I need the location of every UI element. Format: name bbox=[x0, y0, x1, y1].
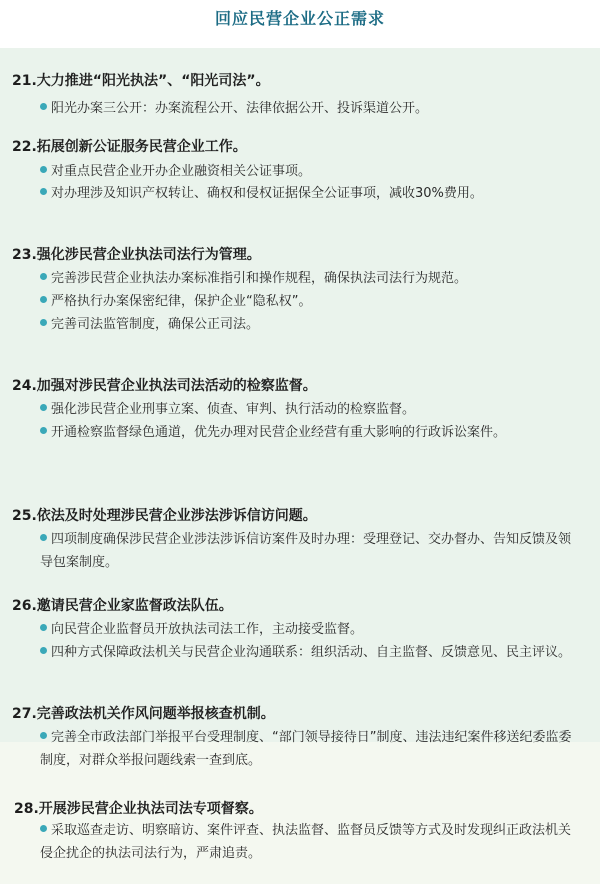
section-title: 22.拓展创新公证服务民营企业工作。 bbox=[12, 139, 247, 155]
bullet-icon bbox=[40, 624, 47, 631]
item-text: 完善司法监管制度，确保公正司法。 bbox=[51, 317, 260, 332]
item-text: 四种方式保障政法机关与民营企业沟通联系：组织活动、自主监督、反馈意见、民主评议。 bbox=[51, 645, 572, 660]
list-item bbox=[40, 398, 580, 421]
item-text: 向民营企业监督员开放执法司法工作，主动接受监督。 bbox=[51, 622, 364, 637]
bullet-icon bbox=[40, 103, 47, 110]
bullet-icon bbox=[40, 427, 47, 434]
item-text: 四项制度确保涉民营企业涉法涉诉信访案件及时办理：受理登记、交办督办、告知反馈及领导包案制度。 bbox=[40, 532, 572, 570]
bullet-icon bbox=[40, 273, 47, 280]
item-text: 完善涉民营企业执法办案标准指引和操作规程，确保执法司法行为规范。 bbox=[51, 271, 468, 286]
item-text: 严格执行办案保密纪律，保护企业“隐私权”。 bbox=[51, 294, 312, 309]
item-text: 完善全市政法部门举报平台受理制度、“部门领导接待日”制度、违法违纪案件移送纪委监委制度，对群众举报问题线索一查到底。 bbox=[40, 730, 572, 768]
list-item bbox=[40, 160, 580, 183]
bullet-icon bbox=[40, 825, 47, 832]
page-title: 回应民营企业公正需求 bbox=[214, 9, 385, 28]
section-title: 25.依法及时处理涉民营企业涉法涉诉信访问题。 bbox=[12, 508, 317, 524]
section-title: 27.完善政法机关作风问题举报核查机制。 bbox=[12, 706, 275, 722]
bullet-icon bbox=[40, 404, 47, 411]
section-title: 26.邀请民营企业家监督政法队伍。 bbox=[12, 598, 233, 614]
item-text: 强化涉民营企业刑事立案、侦查、审判、执行活动的检察监督。 bbox=[51, 402, 416, 417]
list-item bbox=[40, 182, 580, 205]
list-item bbox=[40, 421, 580, 444]
list-item bbox=[40, 528, 580, 574]
item-text: 对办理涉及知识产权转让、确权和侵权证据保全公证事项，减收30%费用。 bbox=[51, 186, 483, 201]
bullet-icon bbox=[40, 319, 47, 326]
page-header bbox=[0, 0, 600, 32]
list-item bbox=[40, 313, 580, 336]
bullet-icon bbox=[40, 534, 47, 541]
list-item bbox=[40, 618, 580, 641]
section-title: 21.大力推进“阳光执法”、“阳光司法”。 bbox=[12, 73, 270, 89]
item-text: 采取巡查走访、明察暗访、案件评查、执法监督、监督员反馈等方式及时发现纠正政法机关侵企扰企的执法司法行为，严肃追责。 bbox=[40, 823, 572, 861]
section-title: 24.加强对涉民营企业执法司法活动的检察监督。 bbox=[12, 378, 317, 394]
item-text: 阳光办案三公开：办案流程公开、法律依据公开、投诉渠道公开。 bbox=[51, 101, 429, 116]
bullet-icon bbox=[40, 166, 47, 173]
list-item bbox=[40, 97, 580, 120]
list-item bbox=[40, 290, 580, 313]
bullet-icon bbox=[40, 296, 47, 303]
item-text: 对重点民营企业开办企业融资相关公证事项。 bbox=[51, 164, 312, 179]
list-item bbox=[40, 641, 580, 664]
section-title: 23.强化涉民营企业执法司法行为管理。 bbox=[12, 247, 261, 263]
bullet-icon bbox=[40, 647, 47, 654]
list-item bbox=[40, 267, 580, 290]
section-title: 28.开展涉民营企业执法司法专项督察。 bbox=[14, 801, 263, 817]
list-item bbox=[40, 726, 580, 772]
item-text: 开通检察监督绿色通道，优先办理对民营企业经营有重大影响的行政诉讼案件。 bbox=[51, 425, 507, 440]
list-item bbox=[40, 819, 580, 865]
bullet-icon bbox=[40, 732, 47, 739]
bullet-icon bbox=[40, 188, 47, 195]
